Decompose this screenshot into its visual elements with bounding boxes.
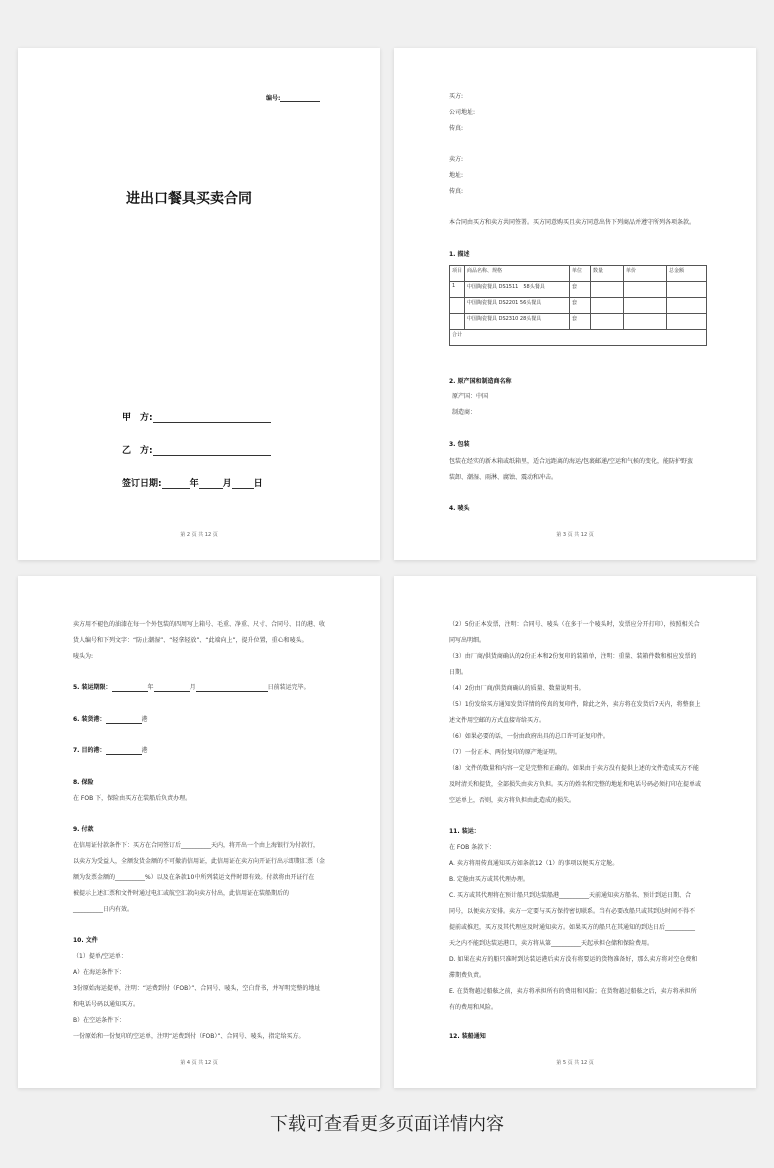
documents-text: （2）5份正本发票，注明：合同号、唛头（在多于一个唛头时，发票应分开打印），按照相关合 xyxy=(449,621,700,628)
section-6-end: 港 xyxy=(141,716,148,723)
documents-text: 3份原始海运提单，注明：“运费到付（FOB）”、合同号、唛头，空白背书，并写明完整的地址 xyxy=(73,985,321,992)
party-b-field xyxy=(122,443,271,456)
table-cell xyxy=(450,298,465,314)
packing-text: 包装在经实的新木箱或纸箱里，适合远距离的海运/包裹邮递/空运和气候的变化，能防护野蛮 xyxy=(449,458,694,465)
page-footer: 第 5 页 共 12 页 xyxy=(556,1060,594,1066)
payment-text: 额为发票金额的__________%）以及在条款10中所列装运文件时即有效。付款将由开证行在 xyxy=(73,874,315,881)
marks-text: 唛头为: xyxy=(73,653,94,660)
payment-text: 在信用证付款条件下：买方在合同签订后__________天内，将开出一个由上海银行为付款行， xyxy=(73,842,320,849)
sign-date-month: 月 xyxy=(222,479,232,489)
origin-text: 原产国：中国 xyxy=(452,393,489,400)
section-5-year: 年 xyxy=(147,684,154,691)
section-8-heading: 8. 保险 xyxy=(73,779,94,786)
shipment-text: 天之内不能到达装运港口，卖方将从第__________天起承担仓储和保险费用。 xyxy=(449,940,654,947)
marks-text: 货人编号和下列文字：“防止潮湿”、“轻拿轻放”、“此端向上”，提升位置，重心和唛头。 xyxy=(73,637,308,644)
section-2-heading: 2. 原产国和制造商名称 xyxy=(449,378,512,385)
party-a-field xyxy=(122,410,271,423)
documents-text: 日期。 xyxy=(449,669,468,676)
documents-text: 和电话号码以通知买方。 xyxy=(73,1001,140,1008)
shipment-text: 滞期费负责。 xyxy=(449,972,486,979)
table-cell: 套 xyxy=(570,314,591,330)
section-10-heading: 10. 文件 xyxy=(73,937,98,944)
table-header-cell: 单价 xyxy=(624,266,667,282)
shipment-text: 同号，以便卖方安排。卖方一定要与买方保持密切联系。当有必要改船只或其到达时间不得不 xyxy=(449,908,696,915)
shipment-text: 在 FOB 条款下： xyxy=(449,844,496,851)
seller-address-line: 地址: xyxy=(449,172,464,179)
page-footer: 第 4 页 共 12 页 xyxy=(180,1060,218,1066)
marks-text: 卖方用不褪色的油漆在每一个外包装的四周写上箱号、毛重、净重、尺寸、合同号、目的港、收 xyxy=(73,621,326,628)
shipment-text: C. 买方或其代理将在预计船只到达装船港__________天前通知卖方船名、预计到运日期、合 xyxy=(449,892,692,899)
table-header-row xyxy=(450,266,707,282)
page-4 xyxy=(18,576,380,1088)
section-4-heading: 4. 唛头 xyxy=(449,505,470,512)
sign-date-field xyxy=(122,476,263,489)
shipment-text: 提前或推迟，买方及其代理应及时通知卖方。如果买方的船只在其通知的到达日后__________ xyxy=(449,924,696,931)
party-a-label: 甲 方: xyxy=(122,413,153,423)
buyer-fax-line: 传真: xyxy=(449,125,464,132)
shipment-text: D. 如果在卖方的船只准时到达装运港后卖方没有将要运的货物准备好，那么卖方将对空仓费和 xyxy=(449,956,698,963)
documents-text: （1）提单/空运单： xyxy=(73,953,127,960)
section-5-month: 月 xyxy=(189,684,196,691)
section-1-heading: 1. 描述 xyxy=(449,251,470,258)
insurance-text: 在 FOB 下，保险由买方在装船后负责办理。 xyxy=(73,795,192,802)
page-cover xyxy=(18,48,380,560)
table-header-cell: 数量 xyxy=(591,266,624,282)
section-7-line xyxy=(73,747,148,755)
table-cell: 1 xyxy=(450,282,465,298)
documents-text: 同写出明细。 xyxy=(449,637,486,644)
shipment-text: A. 卖方将用传真通知买方如条款12（1）的事项以便买方定舱。 xyxy=(449,860,619,867)
packing-text: 装卸、潮湿、雨淋、腐蚀、震动和冲击。 xyxy=(449,474,558,481)
table-row xyxy=(450,282,707,298)
page-footer: 第 3 页 共 12 页 xyxy=(556,532,594,538)
page-5 xyxy=(394,576,756,1088)
documents-text: （6）如果必要的话，一份由政府出具的总口许可证复印件。 xyxy=(449,733,609,740)
page-3 xyxy=(394,48,756,560)
section-3-heading: 3. 包装 xyxy=(449,441,470,448)
table-cell: 套 xyxy=(570,298,591,314)
payment-text: 以卖方为受益人，全额发货金额的不可撤消信用证，此信用证在卖方向开证行出示即期汇票（金 xyxy=(73,858,326,865)
party-b-label: 乙 方: xyxy=(122,446,153,456)
table-cell: 中国陶瓷餐具 DS2201 56头餐具 xyxy=(465,298,570,314)
page-footer: 第 2 页 共 12 页 xyxy=(180,532,218,538)
goods-table xyxy=(449,265,707,346)
party-b-blank xyxy=(153,447,271,456)
contract-number-label: 编号: xyxy=(266,95,281,102)
sign-date-day: 日 xyxy=(253,479,263,489)
documents-text: 空运单上，否则，卖方将负担由此造成的损失。 xyxy=(449,797,576,804)
table-total-row xyxy=(450,330,707,346)
section-7-heading: 7. 目的港： xyxy=(73,747,106,754)
table-header-cell: 总金额 xyxy=(667,266,707,282)
sign-date-year: 年 xyxy=(189,479,199,489)
section-5-heading: 5. 装运期限： xyxy=(73,684,112,691)
intro-text: 本合同由买方和卖方共同签署。买方同意购买且卖方同意出售下列商品并遵守所列各项条款。 xyxy=(449,219,696,226)
table-cell: 套 xyxy=(570,282,591,298)
table-cell: 中国陶瓷餐具 DS1511 58头餐具 xyxy=(465,282,570,298)
section-7-end: 港 xyxy=(141,747,148,754)
documents-text: （4）2份由厂商/供货商确认的质量、数量说明书。 xyxy=(449,685,585,692)
table-row xyxy=(450,314,707,330)
documents-text: A）在海运条件下： xyxy=(73,969,126,976)
seller-fax-line: 传真: xyxy=(449,188,464,195)
section-12-heading: 12. 装船通知 xyxy=(449,1033,486,1040)
table-header-cell: 单位 xyxy=(570,266,591,282)
section-5-end: 日前装运完毕。 xyxy=(267,684,310,691)
documents-text: （3）由厂商/供货商确认的2份正本和2份复印的装箱单，注明：重量、装箱件数和相应发票的 xyxy=(449,653,697,660)
documents-text: （5）1份发给买方通知发货详情的传真的复印件，除此之外，卖方将在发货后7天内，将整套上 xyxy=(449,701,701,708)
table-cell xyxy=(450,314,465,330)
documents-text: 述文件用空邮的方式直接寄给买方。 xyxy=(449,717,546,724)
table-row xyxy=(450,298,707,314)
section-6-heading: 6. 装货港： xyxy=(73,716,106,723)
contract-number-blank xyxy=(280,96,320,102)
table-header-cell: 商品名称、规格 xyxy=(465,266,570,282)
documents-text: （7）一份正本、两份复印的原产地证明。 xyxy=(449,749,561,756)
section-6-line xyxy=(73,716,148,724)
shipment-text: B. 定舱由买方或其代理办理。 xyxy=(449,876,529,883)
table-header-cell: 项目 xyxy=(450,266,465,282)
documents-text: 一份原始和一份复印的空运单，注明“运费到付（FOB）”、合同号、唛头，指定给买方。 xyxy=(73,1033,305,1040)
section-11-heading: 11. 装运： xyxy=(449,828,480,835)
contract-number xyxy=(266,93,320,102)
table-cell: 中国陶瓷餐具 DS2310 28头餐具 xyxy=(465,314,570,330)
payment-text: __________日内有效。 xyxy=(73,906,134,913)
seller-line: 卖方: xyxy=(449,156,464,163)
table-total-cell: 合计 xyxy=(450,330,707,346)
shipment-text: 有的费用和风险。 xyxy=(449,1004,498,1011)
sign-date-label: 签订日期: xyxy=(122,479,162,489)
documents-text: （8）文件的数量和内容一定是完整和正确的。如果由于卖方没有提供上述的文件造成买方不能 xyxy=(449,765,699,772)
buyer-address-line: 公司地址: xyxy=(449,109,476,116)
payment-text: 被提示上述汇票和文件时通过电汇或航空汇款向卖方付出，此信用证在装船期后的 xyxy=(73,890,290,897)
documents-text: 及时清关和提货，全部损失由卖方负担。买方的姓名和完整的地址和电话号码必须打印在提单或 xyxy=(449,781,702,788)
buyer-line: 买方: xyxy=(449,93,464,100)
party-a-blank xyxy=(153,414,271,423)
shipment-text: E. 在货物越过船舷之前，卖方将承担所有的费用和风险；在货物越过船舷之后，卖方将承担所 xyxy=(449,988,697,995)
contract-title: 进出口餐具买卖合同 xyxy=(126,191,252,207)
documents-text: B）在空运条件下： xyxy=(73,1017,126,1024)
download-caption: 下载可查看更多页面详情内容 xyxy=(270,1114,504,1135)
section-9-heading: 9. 付款 xyxy=(73,826,94,833)
section-5-line xyxy=(73,684,310,692)
maker-text: 制造商： xyxy=(452,409,477,416)
